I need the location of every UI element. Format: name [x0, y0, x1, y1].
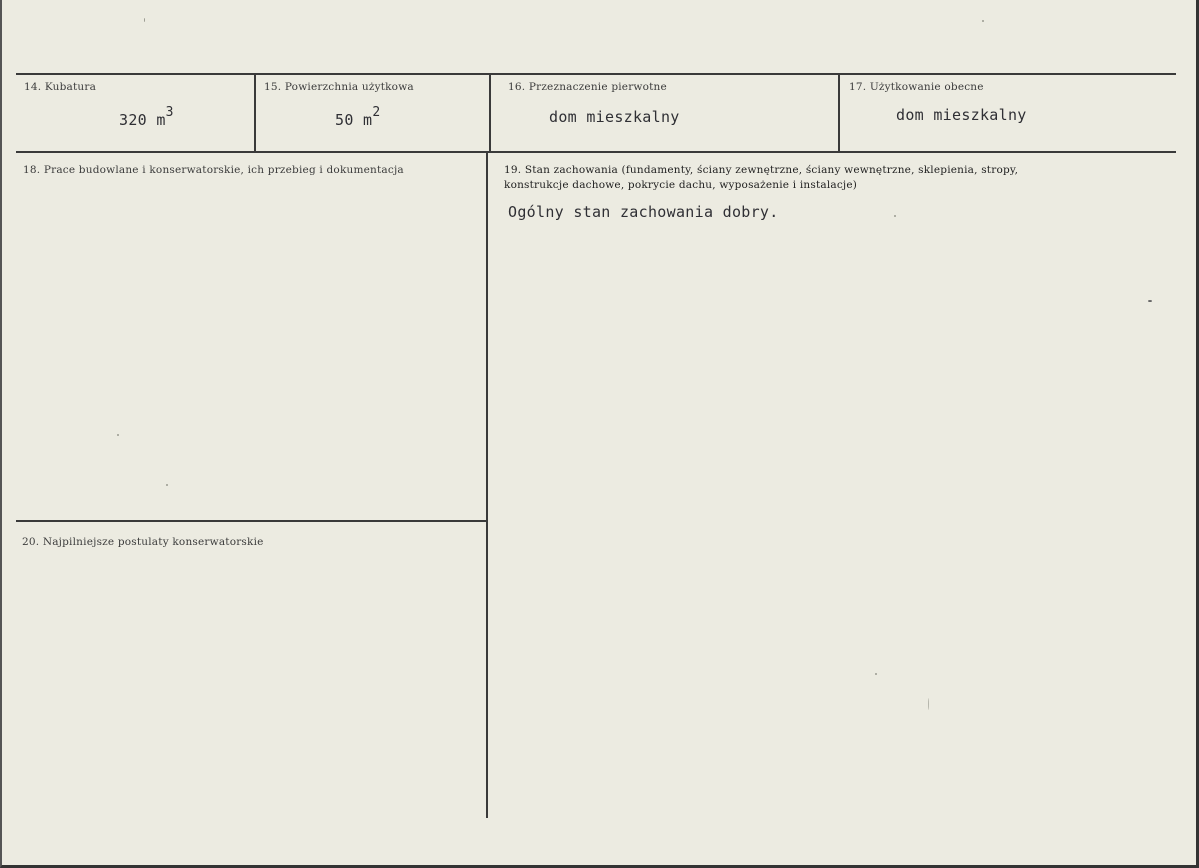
postulaty-label: 20. Najpilniejsze postulaty konserwatorskie [22, 536, 264, 548]
kubatura-label: 14. Kubatura [24, 81, 97, 93]
main-column-divider [486, 152, 488, 818]
powierzchnia-number: 50 m [335, 111, 373, 129]
prace-budowlane-label: 18. Prace budowlane i konserwatorskie, ich przebieg i dokumentacja [23, 164, 404, 176]
przeznaczenie-label: 16. Przeznaczenie pierwotne [508, 81, 667, 93]
przeznaczenie-value: dom mieszkalny [549, 108, 680, 126]
kubatura-value [119, 105, 174, 129]
stan-zachowania-label-line1: 19. Stan zachowania (fundamenty, ściany zewnętrzne, ściany wewnętrzne, sklepienia, stropy, [504, 164, 1019, 176]
stan-zachowania-label-line2: konstrukcje dachowe, pokrycie dachu, wyposażenie i instalacje) [504, 179, 858, 191]
paper-speck [928, 698, 929, 710]
top-rule [16, 73, 1176, 75]
column-divider-14-15 [254, 74, 256, 151]
row-divider [16, 151, 1176, 153]
powierzchnia-exponent: 2 [372, 105, 381, 120]
kubatura-number: 320 m [119, 111, 166, 129]
kubatura-exponent: 3 [165, 105, 174, 120]
uzytkowanie-value: dom mieszkalny [896, 106, 1027, 124]
paper-speck [144, 18, 145, 22]
uzytkowanie-label: 17. Użytkowanie obecne [849, 81, 984, 93]
paper-speck [894, 215, 896, 217]
paper-speck [982, 20, 984, 22]
paper-speck [166, 484, 168, 486]
left-column-divider [16, 520, 487, 522]
column-divider-16-17 [838, 74, 840, 151]
column-divider-15-16 [489, 74, 491, 151]
paper-speck [1148, 300, 1152, 302]
powierzchnia-label: 15. Powierzchnia użytkowa [264, 81, 414, 93]
stan-zachowania-value: Ogólny stan zachowania dobry. [508, 203, 779, 221]
paper-speck [875, 673, 877, 675]
paper-speck [117, 434, 119, 436]
powierzchnia-value [335, 105, 381, 129]
